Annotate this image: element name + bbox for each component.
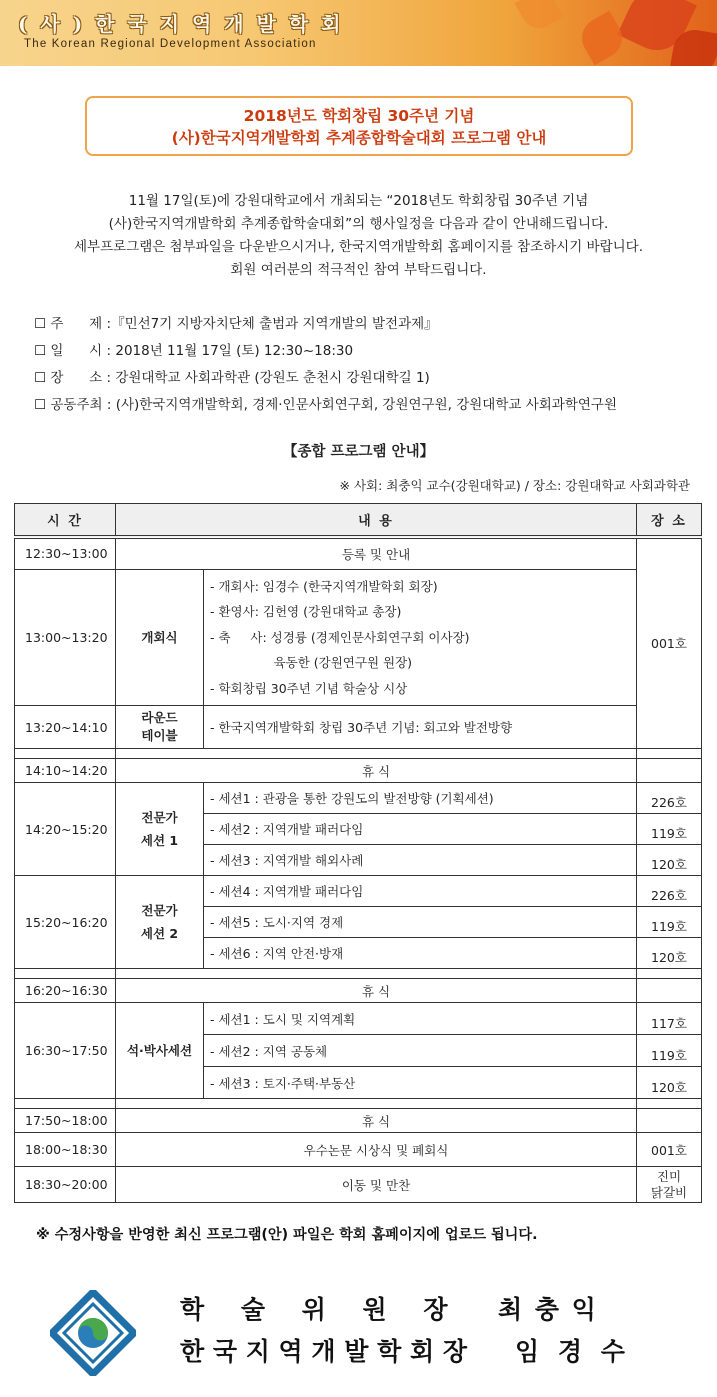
session-name	[116, 783, 204, 876]
signature-role: 한 국 지 역 개 발 학 회 장	[180, 1337, 467, 1366]
row-time: 14:10~14:20	[15, 759, 116, 783]
row-time: 14:20~15:20	[15, 783, 116, 876]
table-row	[15, 570, 702, 706]
row-time: 17:50~18:00	[15, 1109, 116, 1133]
session-name-line: 전문가	[141, 903, 178, 918]
row-time: 18:30~20:00	[15, 1167, 116, 1203]
header-room: 장 소	[637, 504, 702, 537]
signature-line-1	[180, 1290, 598, 1326]
session-name	[116, 876, 204, 969]
program-title-box	[85, 96, 633, 156]
row-time: 16:30~17:50	[15, 1003, 116, 1099]
association-english-name: The Korean Regional Development Association	[24, 38, 317, 50]
sub-room: 226호	[637, 876, 702, 907]
session-name-line: 테이블	[141, 728, 178, 743]
schedule-table	[14, 503, 702, 1203]
session-name: 석·박사세션	[116, 1003, 204, 1099]
info-date: ☐ 일 시 : 2018년 11월 17일 (토) 12:30~18:30	[34, 343, 354, 359]
info-venue: ☐ 장 소 : 강원대학교 사회과학관 (강원도 춘천시 강원대학길 1)	[34, 370, 430, 386]
room-line: 진미	[656, 1168, 682, 1184]
list-item: - 환영사: 김헌영 (강원대학교 총장)	[210, 604, 402, 620]
maple-leaf-graphic	[514, 0, 563, 35]
sub-session: - 세션1 : 도시 및 지역계획	[204, 1003, 637, 1035]
row-content: 이동 및 만찬	[116, 1167, 637, 1203]
sub-room: 119호	[637, 907, 702, 938]
list-item: - 개회사: 임경수 (한국지역개발학회 회장)	[210, 578, 438, 594]
row-time: 13:20~14:10	[15, 706, 116, 749]
info-cohosts: ☐ 공동주최 : (사)한국지역개발학회, 경제·인문사회연구회, 강원연구원, 강원대학교 사회과학연구원	[34, 397, 617, 413]
intro-line: 회원 여러분의 적극적인 참여 부탁드립니다.	[230, 262, 487, 278]
table-row	[15, 1109, 702, 1133]
sub-room: 117호	[637, 1003, 702, 1035]
row-room-empty	[637, 759, 702, 783]
table-row	[15, 1167, 702, 1203]
maple-leaf-graphic	[575, 11, 630, 66]
update-note: ※ 수정사항을 반영한 최신 프로그램(안) 파일은 학회 홈페이지에 업로드 됩니다.	[36, 1227, 538, 1243]
session-name-line: 라운드	[141, 710, 178, 725]
sub-room: 119호	[637, 1035, 702, 1067]
row-room-empty	[637, 979, 702, 1003]
spacer-row	[15, 969, 702, 979]
session-name-line: 세션 2	[140, 926, 179, 941]
table-row	[15, 537, 702, 570]
sub-room: 226호	[637, 783, 702, 814]
association-name: ( 사 ) 한 국 지 역 개 발 학 회	[18, 12, 344, 36]
row-content: 휴 식	[116, 759, 637, 783]
host-note: ※ 사회: 최충익 교수(강원대학교) / 장소: 강원대학교 사회과학관	[339, 478, 690, 493]
spacer-row	[15, 1099, 702, 1109]
program-section-title: 【종합 프로그램 안내】	[282, 444, 435, 460]
table-header-row	[15, 504, 702, 537]
sub-session: - 세션2 : 지역 공동체	[204, 1035, 637, 1067]
sub-room: 120호	[637, 938, 702, 969]
header-time: 시 간	[15, 504, 116, 537]
intro-line: 11월 17일(토)에 강원대학교에서 개최되는 “2018년도 학회창립 30주년 기념	[128, 193, 589, 209]
event-info-list	[34, 311, 617, 419]
row-content: 등록 및 안내	[116, 537, 637, 570]
table-row	[15, 783, 702, 814]
row-content: 우수논문 시상식 및 폐회식	[116, 1133, 637, 1167]
title-line-2: (사)한국지역개발학회 추계종합학술대회 프로그램 안내	[171, 129, 547, 147]
association-logo-icon	[50, 1290, 136, 1376]
session-name-line: 세션 1	[140, 833, 179, 848]
list-item: 육동한 (강원연구원 원장)	[210, 655, 413, 671]
row-room: 001호	[637, 1133, 702, 1167]
sub-session: - 세션4 : 지역개발 패러다임	[204, 876, 637, 907]
sub-room: 120호	[637, 1067, 702, 1099]
row-time: 15:20~16:20	[15, 876, 116, 969]
intro-paragraph	[20, 190, 697, 282]
table-row	[15, 706, 702, 749]
sub-session: - 세션6 : 지역 안전·방재	[204, 938, 637, 969]
sub-room: 119호	[637, 814, 702, 845]
header-banner	[0, 0, 717, 66]
info-theme: ☐ 주 제 :『민선7기 지방자치단체 출범과 지역개발의 발전과제』	[34, 316, 438, 332]
intro-line: 세부프로그램은 첨부파일을 다운받으시거나, 한국지역개발학회 홈페이지를 참조하시기 바랍니다.	[73, 239, 643, 255]
sub-session: - 세션2 : 지역개발 패러다임	[204, 814, 637, 845]
signature-line-2	[180, 1332, 630, 1368]
table-row	[15, 876, 702, 907]
sub-room: 120호	[637, 845, 702, 876]
row-content: - 한국지역개발학회 창립 30주년 기념: 회고와 발전방향	[204, 706, 637, 749]
row-content: 휴 식	[116, 1109, 637, 1133]
room-line: 닭갈비	[650, 1184, 688, 1200]
session-name-line: 전문가	[141, 810, 178, 825]
list-item: - 축 사: 성경륭 (경제인문사회연구회 이사장)	[210, 629, 470, 645]
row-time: 13:00~13:20	[15, 570, 116, 706]
intro-line: (사)한국지역개발학회 추계종합학술대회”의 행사일정을 다음과 같이 안내해드립니다.	[108, 216, 609, 232]
session-name: 개회식	[116, 570, 204, 706]
row-content: 휴 식	[116, 979, 637, 1003]
table-row	[15, 759, 702, 783]
spacer-row	[15, 749, 702, 759]
header-content: 내 용	[116, 504, 637, 537]
list-item: - 학회창립 30주년 기념 학술상 시상	[210, 680, 408, 696]
title-line-1: 2018년도 학회창립 30주년 기념	[243, 107, 475, 125]
table-row	[15, 1003, 702, 1035]
sub-session: - 세션5 : 도시·지역 경제	[204, 907, 637, 938]
table-row	[15, 979, 702, 1003]
row-room	[637, 1167, 702, 1203]
row-time: 16:20~16:30	[15, 979, 116, 1003]
sub-session: - 세션3 : 토지·주택·부동산	[204, 1067, 637, 1099]
row-time: 12:30~13:00	[15, 537, 116, 570]
row-room: 001호	[637, 537, 702, 749]
table-row	[15, 1133, 702, 1167]
row-time: 18:00~18:30	[15, 1133, 116, 1167]
row-room-empty	[637, 1109, 702, 1133]
session-name	[116, 706, 204, 749]
sub-session: - 세션1 : 관광을 통한 강원도의 발전방향 (기획세션)	[204, 783, 637, 814]
signature-role: 학 술 위 원 장	[180, 1295, 462, 1324]
signature-name: 최 충 익	[498, 1295, 598, 1324]
opening-items	[204, 570, 637, 706]
sub-session: - 세션3 : 지역개발 해외사례	[204, 845, 637, 876]
signature-name: 임 경 수	[515, 1337, 630, 1366]
